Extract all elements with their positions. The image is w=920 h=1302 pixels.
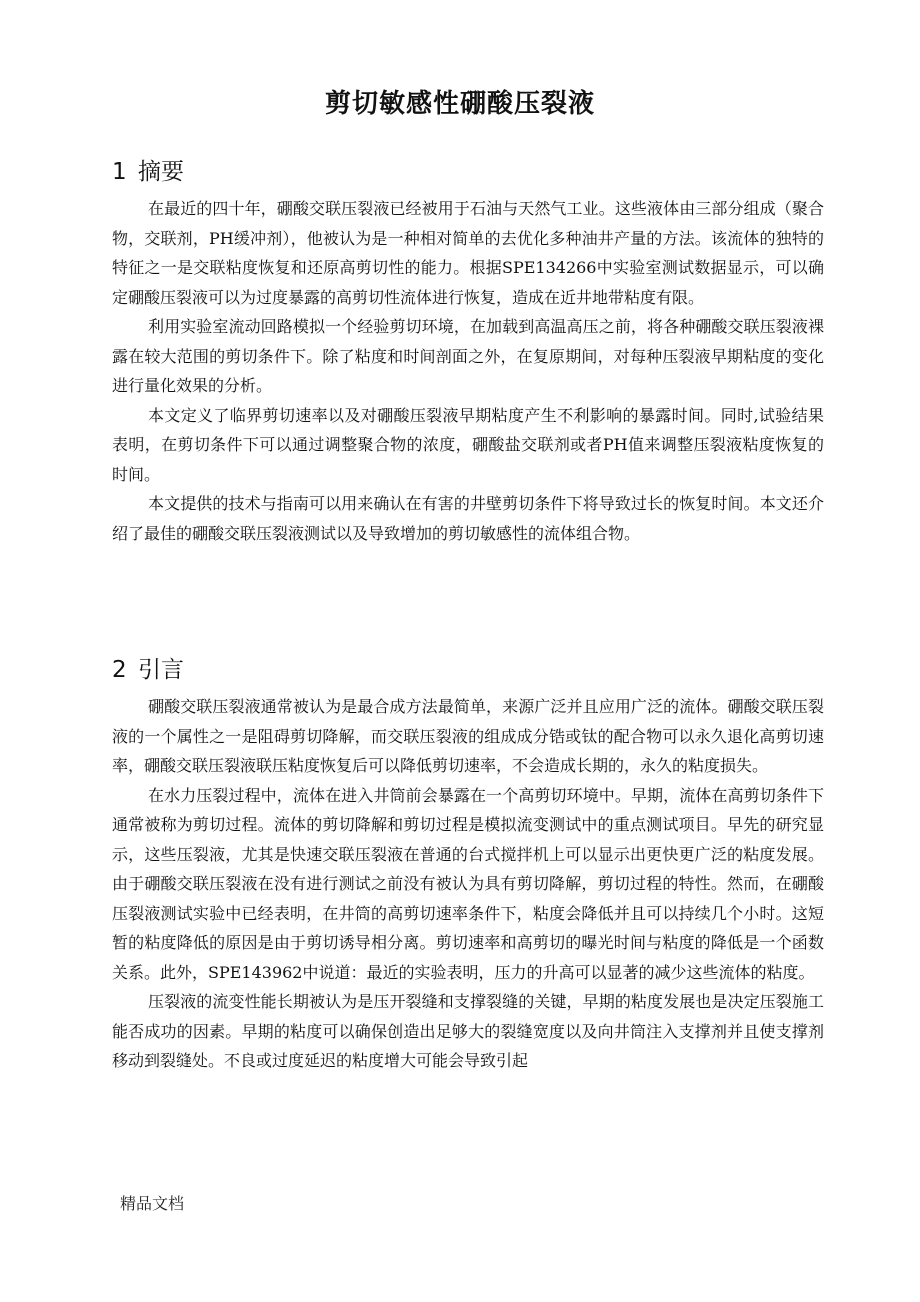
section-number: 1: [112, 159, 127, 185]
paragraph: 利用实验室流动回路模拟一个经验剪切环境，在加载到高温高压之前，将各种硼酸交联压裂液裸露在较大范围的剪切条件下。除了粘度和时间剖面之外，在复原期间，对每种压裂液早期粘度的变化进行量化效果的分析。: [112, 317, 824, 395]
paragraph: 在最近的四十年，硼酸交联压裂液已经被用于石油与天然气工业。这些液体由三部分组成（聚合物，交联剂，PH缓冲剂），他被认为是一种相对简单的去优化多种油井产量的方法。该流体的独特的特征之一是交联粘度恢复和还原高剪切性的能力。根据SPE134266中实验室测试数据显示，可以确定硼酸压裂液可以为过度暴露的高剪切性流体进行恢复，造成在近井地带粘度有限。: [112, 199, 824, 307]
section-heading: [112, 652, 824, 688]
section-heading-text: 引言: [138, 657, 184, 683]
paragraph: 硼酸交联压裂液通常被认为是最合成方法最简单，来源广泛并且应用广泛的流体。硼酸交联压裂液的一个属性之一是阻碍剪切降解，而交联压裂液的组成成分锆或钛的配合物可以永久退化高剪切速率，硼酸交联压裂液联压粘度恢复后可以降低剪切速率，不会造成长期的，永久的粘度损失。: [112, 697, 824, 775]
section-introduction: [112, 652, 824, 1076]
section-abstract: [112, 154, 824, 548]
section-heading-text: 摘要: [138, 159, 184, 185]
paragraph: 在水力压裂过程中，流体在进入井筒前会暴露在一个高剪切环境中。早期，流体在高剪切条件下通常被称为剪切过程。流体的剪切降解和剪切过程是模拟流变测试中的重点测试项目。早先的研究显示，这些压裂液，尤其是快速交联压裂液在普通的台式搅拌机上可以显示出更快更广泛的粘度发展。由于硼酸交联压裂液在没有进行测试之前没有被认为具有剪切降解，剪切过程的特性。然而，在硼酸压裂液测试实验中已经表明，在井筒的高剪切速率条件下，粘度会降低并且可以持续几个小时。这短暂的粘度降低的原因是由于剪切诱导相分离。剪切速率和高剪切的曝光时间与粘度的降低是一个函数关系。此外，SPE143962中说道：最近的实验表明，压力的升高可以显著的减少这些流体的粘度。: [112, 785, 824, 982]
section-number: 2: [112, 657, 127, 683]
document-title: 剪切敏感性硼酸压裂液: [324, 89, 595, 119]
section-heading: [112, 154, 824, 190]
paragraph: 本文定义了临界剪切速率以及对硼酸压裂液早期粘度产生不利影响的暴露时间。同时,试验结果表明，在剪切条件下可以通过调整聚合物的浓度，硼酸盐交联剂或者PH值来调整压裂液粘度恢复的时间。: [112, 405, 824, 484]
section-body: [112, 194, 824, 548]
paragraph: 压裂液的流变性能长期被认为是压开裂缝和支撑裂缝的关键，早期的粘度发展也是决定压裂施工能否成功的因素。早期的粘度可以确保创造出足够大的裂缝宽度以及向井筒注入支撑剂并且使支撑剂移动到裂缝处。不良或过度延迟的粘度增大可能会导致引起: [112, 992, 824, 1070]
section-body: [112, 692, 824, 1076]
page-footer: 精品文档: [120, 1194, 185, 1213]
paragraph: 本文提供的技术与指南可以用来确认在有害的井壁剪切条件下将导致过长的恢复时间。本文还介绍了最佳的硼酸交联压裂液测试以及导致增加的剪切敏感性的流体组合物。: [112, 494, 824, 543]
